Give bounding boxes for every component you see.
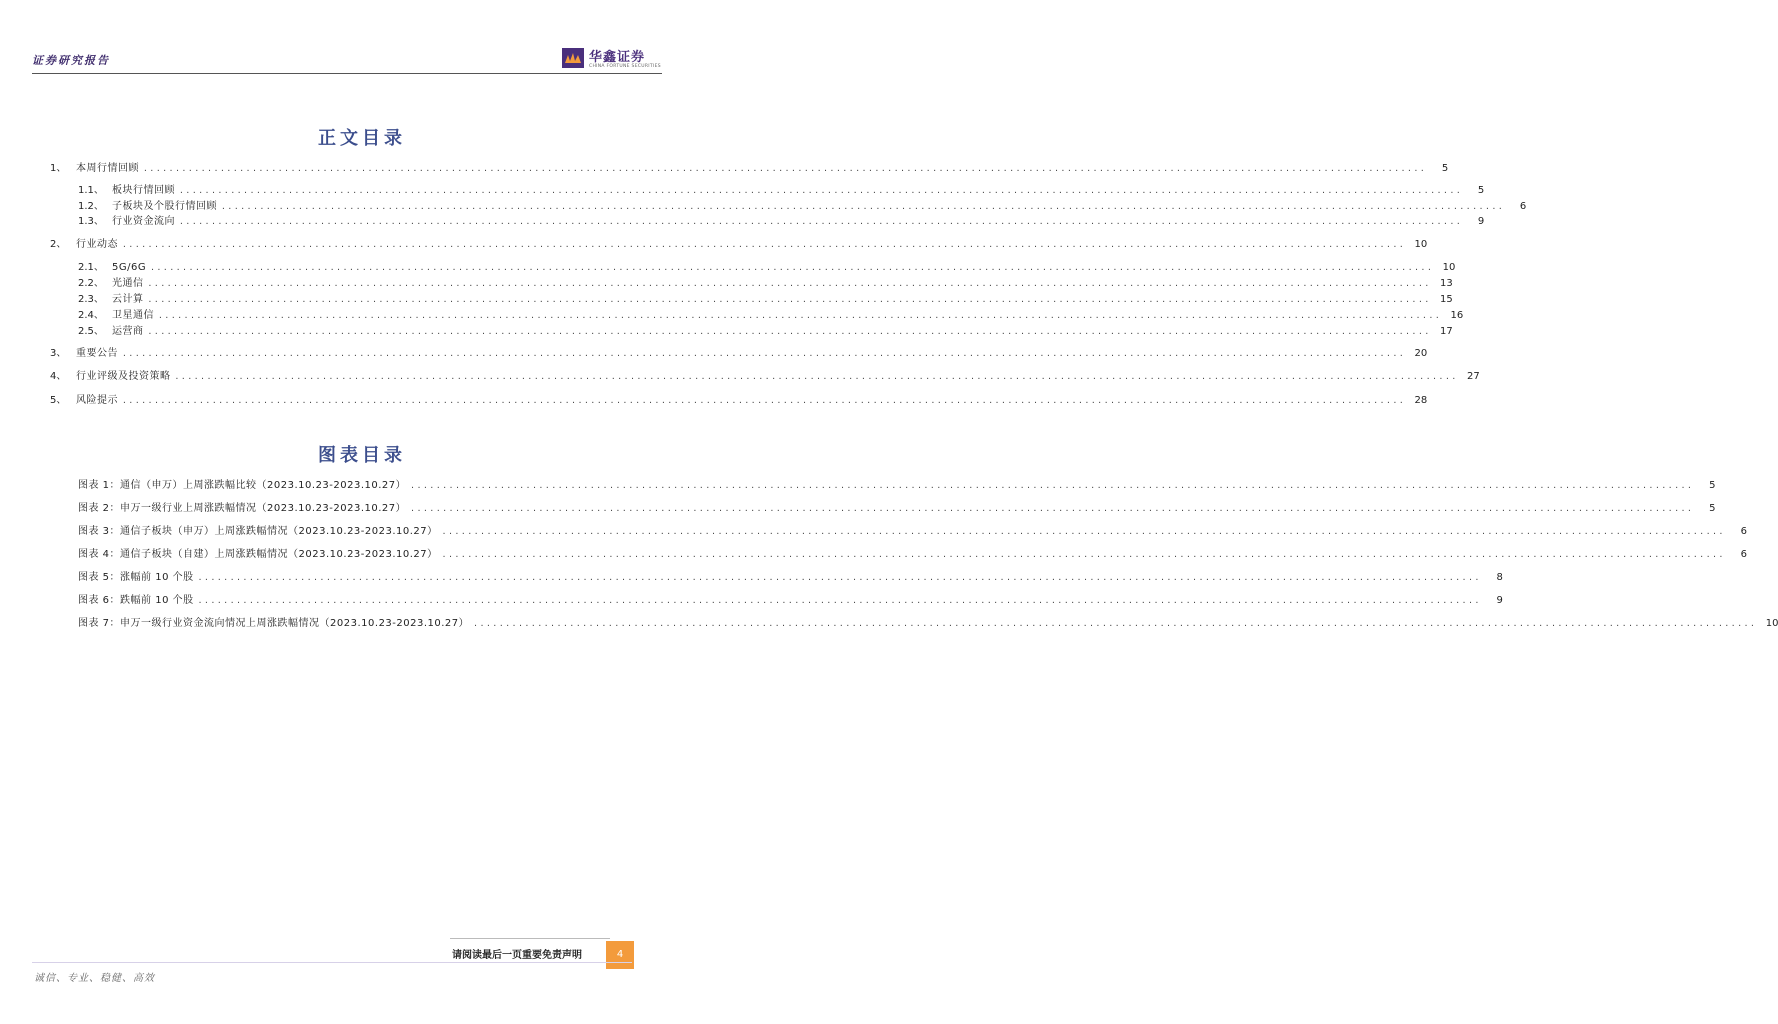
dot-leader: ........................................................................................................................................................................................................ — [179, 186, 1463, 195]
toc-item-page: 10 — [1414, 239, 1428, 250]
toc-item-page: 28 — [1414, 395, 1428, 406]
toc-item[interactable] — [50, 162, 1449, 176]
toc-item-label: 行业评级及投资策略 — [76, 371, 171, 382]
toc-item-number: 2.2、 — [78, 278, 104, 289]
dot-leader: ........................................................................................................................................................................................................ — [122, 349, 1406, 358]
dot-leader: ........................................................................................................................................................................................................ — [150, 263, 1434, 272]
dot-leader: ........................................................................................................................................................................................................ — [197, 573, 1481, 582]
toc-item[interactable] — [78, 184, 1485, 198]
figure-item[interactable] — [78, 479, 1716, 493]
toc-item-label: 云计算 — [112, 294, 144, 305]
toc-item-page: 10 — [1442, 262, 1456, 273]
figure-item-page: 6 — [1740, 549, 1747, 560]
dot-leader: ........................................................................................................................................................................................................ — [473, 619, 1757, 628]
figure-item-label: 图表 4：通信子板块（自建）上周涨跌幅情况（2023.10.23-2023.10.27） — [78, 549, 438, 560]
figure-item[interactable] — [78, 548, 1747, 562]
figure-item-label: 图表 3：通信子板块（申万）上周涨跌幅情况（2023.10.23-2023.10.27） — [78, 526, 438, 537]
report-type-label: 证券研究报告 — [32, 54, 110, 67]
footer-divider — [32, 962, 632, 963]
toc-item-number: 2.1、 — [78, 262, 104, 273]
dot-leader: ........................................................................................................................................................................................................ — [441, 527, 1725, 536]
toc-item-label: 卫星通信 — [112, 310, 154, 321]
toc-item-label: 行业动态 — [76, 239, 118, 250]
toc-item-page: 16 — [1450, 310, 1464, 321]
page-number-badge: 4 — [606, 941, 634, 969]
toc-item-label: 重要公告 — [76, 348, 118, 359]
dot-leader: ........................................................................................................................................................................................................ — [197, 596, 1481, 605]
figure-item-label: 图表 1：通信（申万）上周涨跌幅比较（2023.10.23-2023.10.27） — [78, 480, 407, 491]
toc-item[interactable] — [78, 325, 1453, 339]
toc-item-label: 行业资金流向 — [112, 216, 175, 227]
dot-leader: ........................................................................................................................................................................................................ — [147, 327, 1431, 336]
figure-item-label: 图表 6：跌幅前 10 个股 — [78, 595, 194, 606]
figure-item[interactable] — [78, 502, 1716, 516]
toc-title: 正文目录 — [318, 128, 406, 149]
toc-item-page: 27 — [1467, 371, 1480, 382]
dot-leader: ........................................................................................................................................................................................................ — [410, 504, 1694, 513]
figure-item-label: 图表 2：申万一级行业上周涨跌幅情况（2023.10.23-2023.10.27） — [78, 503, 407, 514]
dot-leader: ........................................................................................................................................................................................................ — [410, 481, 1694, 490]
dot-leader: ........................................................................................................................................................................................................ — [179, 217, 1463, 226]
dot-leader: ........................................................................................................................................................................................................ — [441, 550, 1725, 559]
toc-item-number: 2.3、 — [78, 294, 104, 305]
figure-item-label: 图表 7：申万一级行业资金流向情况上周涨跌幅情况（2023.10.23-2023.10.27） — [78, 618, 470, 629]
toc-item[interactable] — [78, 293, 1453, 307]
toc-item-page: 9 — [1477, 216, 1485, 227]
figure-item-page: 8 — [1496, 572, 1503, 583]
figure-item[interactable] — [78, 594, 1503, 608]
figure-item[interactable] — [78, 525, 1747, 539]
toc-item[interactable] — [50, 238, 1428, 252]
company-logo — [562, 46, 662, 72]
toc-item-number: 2、 — [50, 239, 67, 250]
toc-item[interactable] — [78, 309, 1464, 323]
toc-item-label: 板块行情回顾 — [112, 185, 175, 196]
figure-item-label: 图表 5：涨幅前 10 个股 — [78, 572, 194, 583]
logo-chinese-name: 华鑫证券 — [589, 50, 646, 65]
toc-item[interactable] — [78, 261, 1456, 275]
dot-leader: ........................................................................................................................................................................................................ — [147, 295, 1431, 304]
toc-item-number: 3、 — [50, 348, 67, 359]
toc-item-page: 15 — [1440, 294, 1453, 305]
dot-leader: ........................................................................................................................................................................................................ — [147, 279, 1431, 288]
logo-english-name: CHINA FORTUNE SECURITIES — [589, 64, 661, 69]
toc-item-number: 1.1、 — [78, 185, 104, 196]
toc-item[interactable] — [78, 200, 1527, 214]
toc-item-page: 5 — [1477, 185, 1485, 196]
toc-item-label: 光通信 — [112, 278, 144, 289]
figure-item[interactable] — [78, 617, 1778, 631]
toc-item-page: 5 — [1441, 163, 1449, 174]
figures-title: 图表目录 — [318, 445, 406, 466]
dot-leader: ........................................................................................................................................................................................................ — [143, 164, 1427, 173]
figure-item-page: 10 — [1765, 618, 1778, 629]
toc-item-number: 1.2、 — [78, 201, 104, 212]
toc-item-label: 5G/6G — [112, 262, 147, 273]
toc-item[interactable] — [78, 277, 1453, 291]
figure-item-page: 6 — [1740, 526, 1747, 537]
dot-leader: ........................................................................................................................................................................................................ — [174, 372, 1458, 381]
toc-item-page: 20 — [1414, 348, 1428, 359]
toc-item-number: 5、 — [50, 395, 67, 406]
toc-item[interactable] — [50, 347, 1428, 361]
toc-item-number: 4、 — [50, 371, 67, 382]
disclaimer-text: 请阅读最后一页重要免责声明 — [452, 950, 582, 961]
toc-item-label: 运营商 — [112, 326, 144, 337]
toc-item-label: 本周行情回顾 — [76, 163, 139, 174]
toc-item-number: 1、 — [50, 163, 67, 174]
toc-item[interactable] — [50, 370, 1480, 384]
company-slogan: 诚信、专业、稳健、高效 — [34, 973, 155, 984]
toc-item-number: 2.5、 — [78, 326, 104, 337]
toc-item-page: 17 — [1440, 326, 1453, 337]
figure-item-page: 9 — [1496, 595, 1503, 606]
dot-leader: ........................................................................................................................................................................................................ — [158, 311, 1442, 320]
dot-leader: ........................................................................................................................................................................................................ — [122, 396, 1406, 405]
dot-leader: ........................................................................................................................................................................................................ — [221, 202, 1505, 211]
toc-item-label: 风险提示 — [76, 395, 118, 406]
header-divider — [32, 73, 662, 74]
toc-item-page: 13 — [1440, 278, 1453, 289]
dot-leader: ........................................................................................................................................................................................................ — [122, 240, 1406, 249]
figure-item-page: 5 — [1709, 480, 1716, 491]
toc-item-number: 1.3、 — [78, 216, 104, 227]
china-fortune-logo-icon — [562, 48, 584, 68]
figure-item[interactable] — [78, 571, 1503, 585]
toc-item[interactable] — [50, 394, 1428, 408]
toc-item-label: 子板块及个股行情回顾 — [112, 201, 217, 212]
toc-item[interactable] — [78, 215, 1485, 229]
toc-item-page: 6 — [1519, 201, 1527, 212]
figure-item-page: 5 — [1709, 503, 1716, 514]
toc-item-number: 2.4、 — [78, 310, 104, 321]
